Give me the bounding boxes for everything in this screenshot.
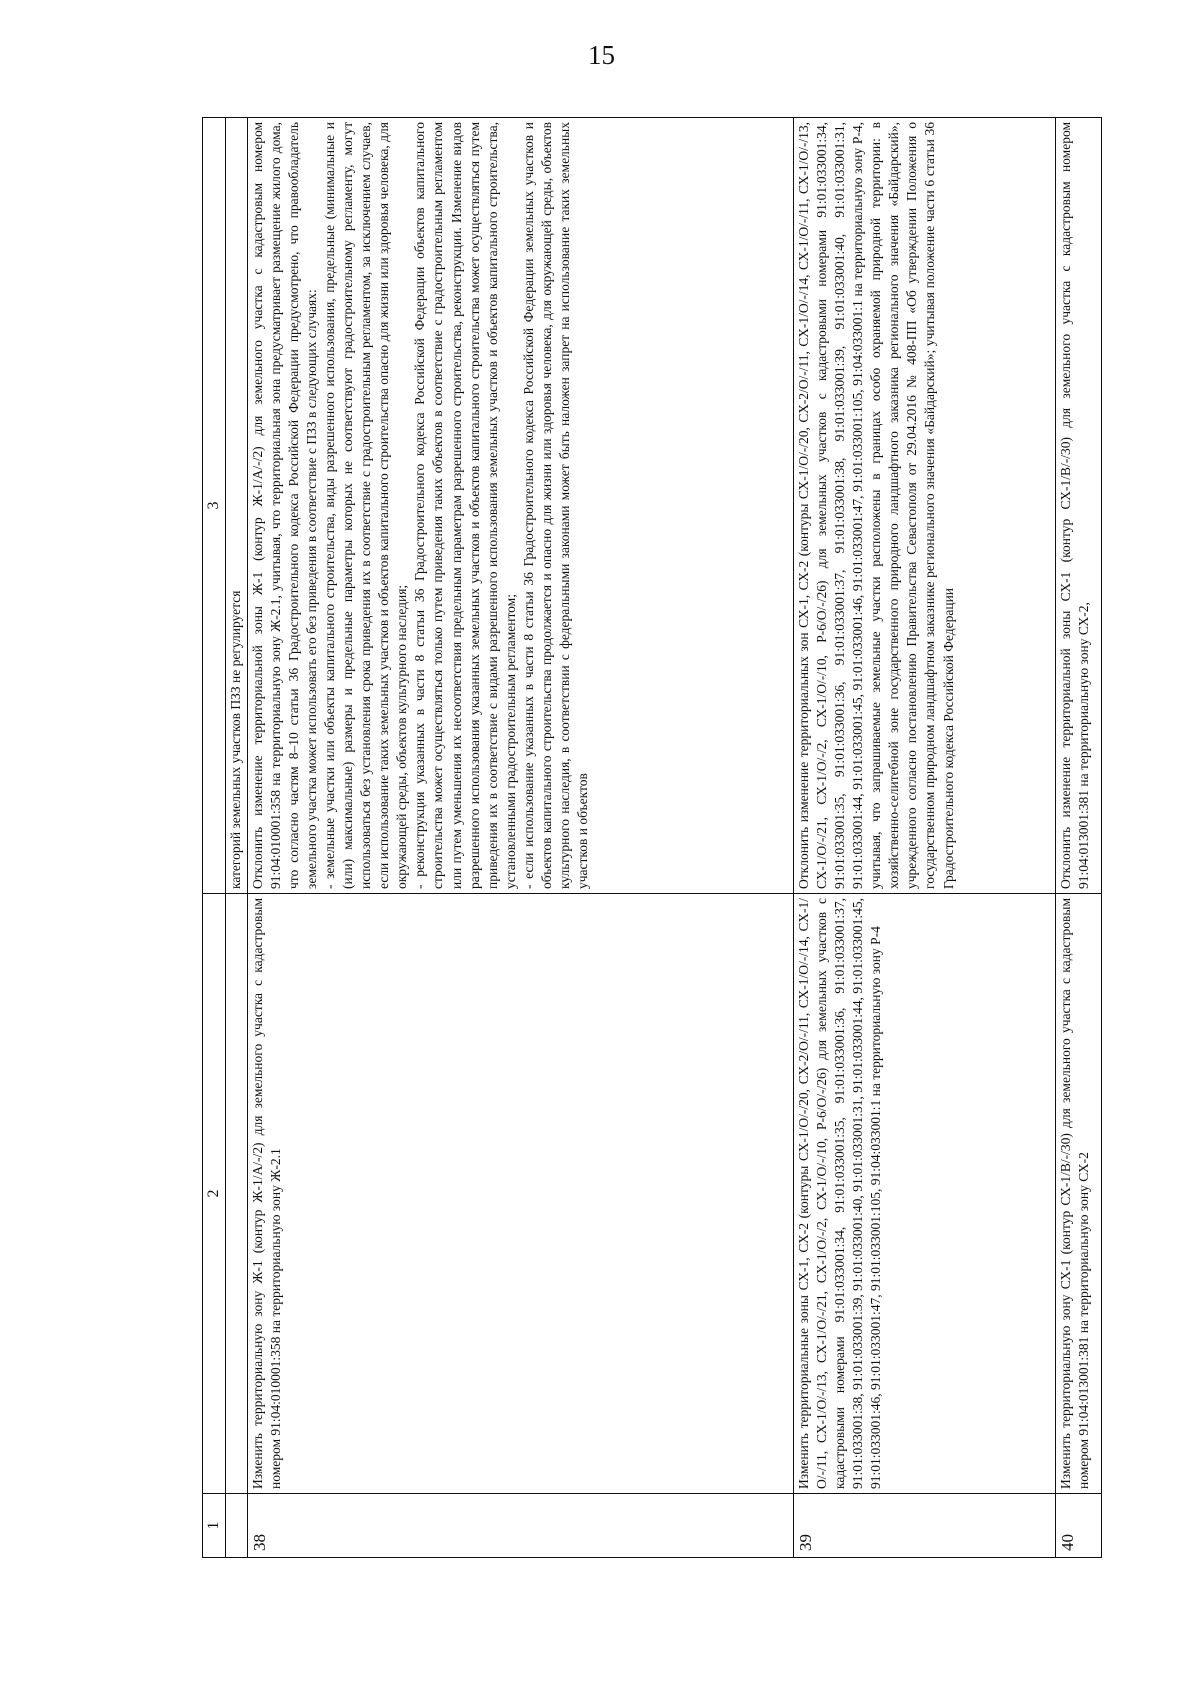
category-note: категорий земельных участков ПЗЗ не регулируется — [226, 118, 248, 894]
header-col-3: 3 — [203, 118, 226, 894]
decision-paragraph: Отклонить изменение территориальной зоны СХ-1 (контур СХ-1/В/-/30) для земельного участка с кадастровым номером 91:04:013001:381 на территориальную зону СХ-2, — [1057, 122, 1091, 889]
table-row — [1055, 118, 1101, 1558]
table-header-row — [203, 118, 226, 1558]
row-number: 39 — [793, 1494, 1055, 1558]
table-row — [793, 118, 1055, 1558]
row-number: 38 — [247, 1494, 793, 1558]
table-row — [247, 118, 793, 1558]
row-proposal: Изменить территориальную зону Ж-1 (контур Ж-1/А/-/2) для земельного участка с кадастровым номером 91:04:010001:358 на территориальную зону Ж-2.1 — [247, 894, 793, 1494]
row-proposal: Изменить территориальные зоны СХ-1, СХ-2 (контуры СХ-1/О/-/20, СХ-2/О/-/11, СХ-1/О/-/14, СХ-1/О/-/11, СХ-1/О/-/13, СХ-1/О/-/21, СХ-1/О/-/2, СХ-1/О/-/10, Р-6/О/-/26) для земельных участков с кадастровыми номерами 91:01:033001:34, 91:01:033001:35, 91:01:033001:36, 91:01:033001:37, 91:01:033001:38, 91:01:033001:39, 91:01:033001:40, 91:01:033001:31, 91:01:033001:44, 91:01:033001:45, 91:01:033001:46, 91:01:033001:47, 91:01:033001:105, 91:04:033001:1 на территориальную зону Р-4 — [793, 894, 1055, 1494]
empty-proposal-cell — [226, 894, 248, 1494]
decision-paragraph: - земельные участки или объекты капитального строительства, виды разрешенного использования, предельные (минимальные и (или) максимальные) размеры и предельные параметры которых не соответствуют градостроительному регламенту, могут использоваться без установления срока приведения их в соответствие с градостроительным регламентом, за исключением случаев, если использование таких земельных участков и объектов капитального строительства опасно для жизни или здоровья человека, для окружающей среды, объектов культурного наследия; — [321, 122, 410, 889]
proposals-table — [202, 117, 1102, 1558]
header-col-1: 1 — [203, 1494, 226, 1558]
row-proposal: Изменить территориальную зону СХ-1 (контур СХ-1/В/-/30) для земельного участка с кадастровым номером 91:04:013001:381 на территориальную зону СХ-2 — [1055, 894, 1101, 1494]
empty-num-cell — [226, 1494, 248, 1558]
header-col-2: 2 — [203, 894, 226, 1494]
row-decision — [793, 118, 1055, 894]
decision-paragraph: - если использование указанных в части 8 статьи 36 Градостроительного кодекса Российской Федерации земельных участков и объектов капитального строительства продолжается и опасно для жизни или здоровья человека, для окружающей среды, объектов культурного наследия, в соответствии с федеральными законами может быть наложен запрет на использование таких земельных участков и объектов — [520, 122, 591, 889]
decision-paragraph: - реконструкция указанных в части 8 статьи 36 Градостроительного кодекса Российской Федерации объектов капитального строительства может осуществляться только путем приведения таких объектов в соответствие с градостроительным регламентом или путем уменьшения их несоответствия предельным параметрам разрешенного строительства, реконструкции. Изменение видов разрешенного использования указанных земельных участков и объектов капитального строительства может осуществляться путем приведения их в соответствие с видами разрешенного использования земельных участков и объектов капитального строительства, установленными градостроительным регламентом; — [412, 122, 518, 889]
row-decision — [1055, 118, 1101, 894]
decision-paragraph: Отклонить изменение территориальной зоны Ж-1 (контур Ж-1/А/-/2) для земельного участка с кадастровым номером 91:04:010001:358 на территориальную зону Ж-2.1, учитывая, что территориальная зона предусматривает размещение жилого дома, что согласно частям 8–10 статьи 36 Градостроительного кодекса Российской Федерации предусмотрено, что правообладатель земельного участка может использовать его без приведения в соответствие с ПЗЗ в следующих случаях: — [249, 122, 319, 889]
page-number: 15 — [588, 40, 615, 70]
row-decision — [247, 118, 793, 894]
row-number: 40 — [1055, 1494, 1101, 1558]
decision-paragraph: Отклонить изменение территориальных зон СХ-1, СХ-2 (контуры СХ-1/О/-/20, СХ-2/О/-/11, СХ-1/О/-/14, СХ-1/О/-/11, СХ-1/О/-/13, СХ-1/О/-/21, СХ-1/О/-/2, СХ-1/О/-/10, Р-6/О/-/26) для земельных участков с кадастровыми номерами 91:01:033001:34, 91:01:033001:35, 91:01:033001:36, 91:01:033001:37, 91:01:033001:38, 91:01:033001:39, 91:01:033001:40, 91:01:033001:31, 91:01:033001:44, 91:01:033001:45, 91:01:033001:46, 91:01:033001:47, 91:01:033001:105, 91:04:033001:1 на территориальную зону Р-4, учитывая, что запрашиваемые земельные участки расположены в границах особо охраняемой природной территории: в хозяйственно-селитебной зоне государственного природного ландшафтного заказника регионального значения «Байдарский», учрежденного согласно постановлению Правительства Севастополя от 29.04.2016 № 408-ПП «Об утверждении Положения о государственном природном ландшафтном заказнике регионального значения «Байдарский»; учитывая положение части 6 статьи 36 Градостроительного кодекса Российской Федерации — [795, 122, 956, 889]
category-note-row — [226, 118, 248, 1558]
rotated-table-container — [202, 118, 1102, 1558]
